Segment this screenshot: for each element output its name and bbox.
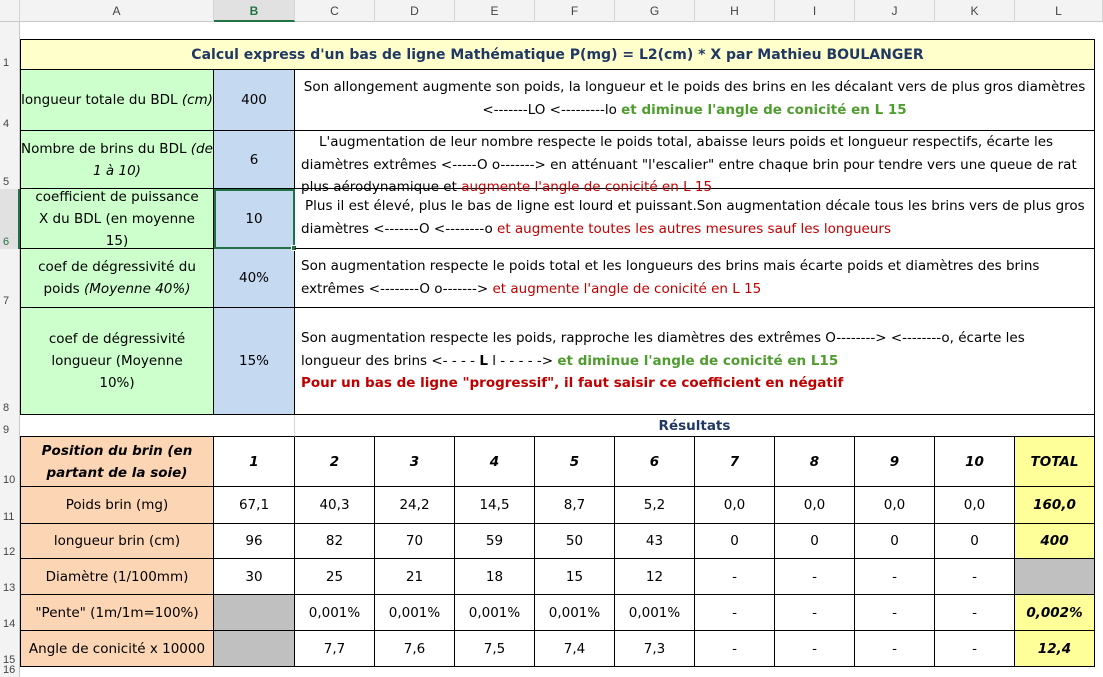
- cell-slope-6[interactable]: 0,001%: [615, 595, 695, 631]
- sheet-title[interactable]: Calcul express d'un bas de ligne Mathématique P(mg) = L2(cm) * X par Mathieu BOULANGER: [20, 39, 1095, 70]
- description-effect: et diminue l'angle de conicité en L 15: [621, 102, 907, 118]
- param-label-text: Nombre de brins du BDL: [21, 140, 191, 157]
- param-label-text: coef de dégressivité longueur (Moyenne 10%): [48, 331, 186, 391]
- column-header-bar: [0, 0, 1103, 22]
- cell-diameter-6[interactable]: 12: [615, 559, 695, 595]
- cell-angle-5[interactable]: 7,4: [535, 631, 615, 667]
- row-header-5[interactable]: [0, 131, 20, 189]
- cell-diameter-8[interactable]: -: [775, 559, 855, 595]
- column-header-g[interactable]: G: [615, 0, 695, 22]
- cell-weight-9[interactable]: 0,0: [855, 487, 935, 524]
- description-effect: et augmente l'angle de conicité en L 15: [492, 280, 762, 297]
- column-header-k[interactable]: K: [935, 0, 1015, 22]
- cell-weight-10[interactable]: 0,0: [935, 487, 1015, 524]
- row-header-10[interactable]: [0, 437, 20, 487]
- position-header-8[interactable]: 8: [775, 437, 855, 487]
- cell-angle-9[interactable]: -: [855, 631, 935, 667]
- row-number: 4: [3, 118, 10, 130]
- column-header-i[interactable]: I: [775, 0, 855, 22]
- description-text: L'augmentation de leur nombre respecte le poids total, abaisse leurs poids et longueur respectifs, écarte les diamètres extrêmes <-----O o-------> en atténuant "l'escalier" entre chaque brin pour tendre vers une queue de rat plus aérodynamique et: [301, 134, 1077, 195]
- cell-weight-4[interactable]: 14,5: [455, 487, 535, 524]
- position-header-4[interactable]: 4: [455, 437, 535, 487]
- position-header-5[interactable]: 5: [535, 437, 615, 487]
- row-header-12[interactable]: [0, 524, 20, 559]
- cell-weight-1[interactable]: 67,1: [214, 487, 295, 524]
- cell-slope-1[interactable]: [214, 595, 295, 631]
- cell-diameter-9[interactable]: -: [855, 559, 935, 595]
- total-angle[interactable]: 12,4: [1015, 631, 1095, 667]
- param-label-length-coef[interactable]: [20, 308, 214, 415]
- row-header-13[interactable]: [0, 559, 20, 595]
- cell-weight-2[interactable]: 40,3: [295, 487, 375, 524]
- cell-diameter-7[interactable]: -: [695, 559, 775, 595]
- total-weight[interactable]: 160,0: [1015, 487, 1095, 524]
- description-arrows: <-------LO <---------lo: [482, 102, 622, 118]
- column-header-b[interactable]: B: [214, 0, 295, 22]
- position-header-text: Position du brin (en partant de la soie): [41, 442, 193, 481]
- param-value-length-coef[interactable]: 15%: [214, 308, 295, 415]
- param-label-unit: (de 1 à 10): [93, 140, 213, 179]
- row-number: 1: [3, 57, 10, 69]
- row-header-15[interactable]: [0, 631, 20, 667]
- param-label-length[interactable]: [20, 70, 214, 131]
- row-number: 12: [3, 546, 16, 558]
- description-letter: L: [479, 352, 488, 369]
- results-heading[interactable]: Résultats: [295, 415, 1095, 437]
- cell-length-6[interactable]: 43: [615, 524, 695, 559]
- row-label-length[interactable]: longueur brin (cm): [20, 524, 214, 559]
- cell-length-8[interactable]: 0: [775, 524, 855, 559]
- cell-length-2[interactable]: 82: [295, 524, 375, 559]
- position-header-3[interactable]: 3: [375, 437, 455, 487]
- row-number: 5: [3, 176, 10, 188]
- cell-weight-5[interactable]: 8,7: [535, 487, 615, 524]
- row-label-slope[interactable]: "Pente" (1m/1m=100%): [20, 595, 214, 631]
- row-number: 9: [3, 424, 10, 436]
- row-number: 11: [3, 511, 15, 523]
- position-header-6[interactable]: 6: [615, 437, 695, 487]
- cell-slope-8[interactable]: -: [775, 595, 855, 631]
- cell-diameter-10[interactable]: -: [935, 559, 1015, 595]
- cell-diameter-2[interactable]: 25: [295, 559, 375, 595]
- param-value-strands[interactable]: 6: [214, 131, 295, 189]
- cell-length-10[interactable]: 0: [935, 524, 1015, 559]
- cell-diameter-5[interactable]: 15: [535, 559, 615, 595]
- row-1-top-area: [20, 22, 1103, 39]
- cell-diameter-1[interactable]: 30: [214, 559, 295, 595]
- cell-diameter-3[interactable]: 21: [375, 559, 455, 595]
- cell-weight-3[interactable]: 24,2: [375, 487, 455, 524]
- cell-length-4[interactable]: 59: [455, 524, 535, 559]
- description-arrows: l - - - - ->: [487, 352, 558, 369]
- position-header-2[interactable]: 2: [295, 437, 375, 487]
- total-slope[interactable]: 0,002%: [1015, 595, 1095, 631]
- select-all-corner[interactable]: [0, 0, 20, 22]
- cell-weight-7[interactable]: 0,0: [695, 487, 775, 524]
- cell-slope-7[interactable]: -: [695, 595, 775, 631]
- row-number: 8: [3, 402, 10, 414]
- row-label-weight[interactable]: Poids brin (mg): [20, 487, 214, 524]
- description-text: Son allongement augmente son poids, la longueur et le poids des brins en les décalant vers de plus gros diamètres: [303, 79, 1086, 95]
- cell-angle-1[interactable]: [214, 631, 295, 667]
- total-diameter[interactable]: [1015, 559, 1095, 595]
- cell-length-5[interactable]: 50: [535, 524, 615, 559]
- description-power[interactable]: [295, 189, 1095, 249]
- column-header-e[interactable]: E: [455, 0, 535, 22]
- column-header-j[interactable]: J: [855, 0, 935, 22]
- row-number: 13: [3, 582, 16, 594]
- row-header-1[interactable]: [0, 22, 20, 70]
- cell-slope-2[interactable]: 0,001%: [295, 595, 375, 631]
- row-number: 10: [3, 474, 16, 486]
- description-length[interactable]: [295, 70, 1095, 131]
- cell-angle-3[interactable]: 7,6: [375, 631, 455, 667]
- description-text: Son augmentation respecte les poids, rapproche les diamètres des extrêmes O--------> <--------o, écarte les longueur des brins <- - - -: [301, 330, 1025, 369]
- position-header-9[interactable]: 9: [855, 437, 935, 487]
- param-value-power[interactable]: 10: [214, 189, 295, 249]
- column-header-a[interactable]: A: [20, 0, 214, 22]
- param-value-length[interactable]: 400: [214, 70, 295, 131]
- param-label-strands[interactable]: [20, 131, 214, 189]
- total-header[interactable]: TOTAL: [1015, 437, 1095, 487]
- param-label-weight-coef[interactable]: [20, 249, 214, 308]
- row-header-16[interactable]: [0, 664, 20, 677]
- column-header-c[interactable]: C: [295, 0, 375, 22]
- cell-slope-5[interactable]: 0,001%: [535, 595, 615, 631]
- cell-slope-10[interactable]: -: [935, 595, 1015, 631]
- row-number: 14: [3, 618, 16, 630]
- cell-angle-2[interactable]: 7,7: [295, 631, 375, 667]
- cell-angle-8[interactable]: -: [775, 631, 855, 667]
- position-header-1[interactable]: 1: [214, 437, 295, 487]
- cell-slope-9[interactable]: -: [855, 595, 935, 631]
- description-text: Plus il est élevé, plus le bas de ligne est lourd et puissant.Son augmentation décale tous les brins vers de plus gros diamètres <-------O <--------o: [301, 198, 1085, 237]
- description-effect: et diminue l'angle de conicité en L15: [557, 352, 839, 369]
- param-label-text: coef de dégressivité du poids: [38, 259, 196, 297]
- row-header-8[interactable]: [0, 308, 20, 415]
- cell-angle-4[interactable]: 7,5: [455, 631, 535, 667]
- description-note: Pour un bas de ligne "progressif", il faut saisir ce coefficient en négatif: [301, 375, 844, 391]
- results-spacer: [20, 415, 295, 437]
- column-header-f[interactable]: F: [535, 0, 615, 22]
- description-effect: augmente l'angle de conicité en L 15: [461, 179, 713, 195]
- row-header-7[interactable]: [0, 249, 20, 308]
- row-header-11[interactable]: [0, 487, 20, 524]
- param-value-weight-coef[interactable]: 40%: [214, 249, 295, 308]
- cell-weight-6[interactable]: 5,2: [615, 487, 695, 524]
- row-number: 7: [3, 295, 10, 307]
- cell-angle-6[interactable]: 7,3: [615, 631, 695, 667]
- cell-length-1[interactable]: 96: [214, 524, 295, 559]
- description-weight-coef[interactable]: [295, 249, 1095, 308]
- row-number: 15: [3, 654, 16, 666]
- description-effect: et augmente toutes les autres mesures sauf les longueurs: [497, 220, 891, 237]
- row-header-4[interactable]: [0, 70, 20, 131]
- total-length[interactable]: 400: [1015, 524, 1095, 559]
- param-label-text: longueur totale du BDL: [21, 92, 182, 108]
- param-label-text: coefficient de puissance X du BDL (en moyenne 15): [35, 189, 199, 249]
- param-label-power[interactable]: [20, 189, 214, 249]
- cell-angle-10[interactable]: -: [935, 631, 1015, 667]
- cell-diameter-4[interactable]: 18: [455, 559, 535, 595]
- param-label-unit: (Moyenne 40%): [84, 281, 191, 297]
- row-number: 6: [3, 236, 10, 248]
- cell-slope-3[interactable]: 0,001%: [375, 595, 455, 631]
- column-header-l[interactable]: L: [1015, 0, 1103, 22]
- cell-slope-4[interactable]: 0,001%: [455, 595, 535, 631]
- row-label-angle[interactable]: Angle de conicité x 10000: [20, 631, 214, 667]
- row-header-6[interactable]: [0, 189, 20, 249]
- description-strands[interactable]: [295, 131, 1095, 195]
- position-header-10[interactable]: 10: [935, 437, 1015, 487]
- cell-length-7[interactable]: 0: [695, 524, 775, 559]
- description-length-coef[interactable]: [295, 308, 1095, 415]
- row-number: 16: [3, 664, 16, 676]
- column-header-h[interactable]: H: [695, 0, 775, 22]
- position-header-7[interactable]: 7: [695, 437, 775, 487]
- cell-weight-8[interactable]: 0,0: [775, 487, 855, 524]
- description-text: Son augmentation respecte le poids total et les longueurs des brins mais écarte poids et diamètres des brins extrêmes <--------O o------->: [301, 258, 1040, 297]
- cell-angle-7[interactable]: -: [695, 631, 775, 667]
- row-label-diameter[interactable]: Diamètre (1/100mm): [20, 559, 214, 595]
- column-header-d[interactable]: D: [375, 0, 455, 22]
- position-header-label[interactable]: [20, 437, 214, 487]
- row-header-14[interactable]: [0, 595, 20, 631]
- cell-length-3[interactable]: 70: [375, 524, 455, 559]
- row-header-9[interactable]: [0, 415, 20, 437]
- param-label-unit: (cm): [181, 92, 213, 108]
- cell-length-9[interactable]: 0: [855, 524, 935, 559]
